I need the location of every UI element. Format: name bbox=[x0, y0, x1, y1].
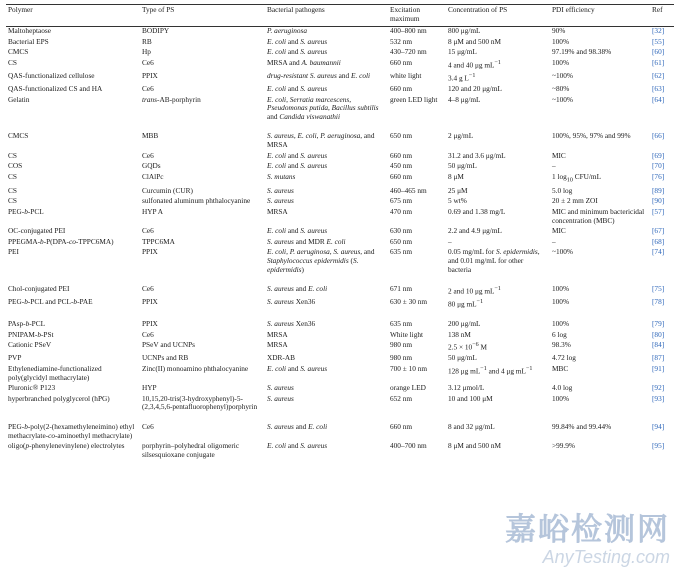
cell-pdi: 100% bbox=[552, 393, 570, 403]
cell-pathogens: drug-resistant S. aureus and E. coli bbox=[267, 70, 371, 80]
cell-ref[interactable]: [70] bbox=[652, 161, 665, 171]
cell-ps-type: 10,15,20-tris(3-hydroxyphenyl)-5-(2,3,4,5,6-pentafluorophenyl)porphyrin bbox=[142, 393, 258, 412]
cell-polymer: Bacterial EPS bbox=[8, 36, 49, 46]
cell-polymer: CMCS bbox=[8, 47, 29, 57]
cell-excitation: 660 nm bbox=[390, 421, 413, 431]
cell-excitation: 650 nm bbox=[390, 236, 413, 246]
table-row bbox=[6, 354, 674, 365]
cell-pdi: 100% bbox=[552, 284, 570, 294]
cell-pdi: 98.3% bbox=[552, 340, 571, 350]
cell-pathogens: MRSA bbox=[267, 340, 288, 350]
cell-concentration: 0.05 mg/mL for S. epidermidis, and 0.01 mg/mL for other bacteria bbox=[448, 247, 540, 274]
cell-polymer: PPEGMA-b-P(DPA-co-TPPC6MA) bbox=[8, 236, 114, 246]
cell-ref[interactable]: [55] bbox=[652, 36, 665, 46]
table-row bbox=[6, 285, 674, 298]
cell-ref[interactable]: [32] bbox=[652, 26, 665, 36]
cell-ref[interactable]: [93] bbox=[652, 393, 665, 403]
table-row bbox=[6, 72, 674, 85]
cell-pathogens: P. aeruginosa bbox=[267, 26, 308, 36]
cell-polymer: PAsp-b-PCL bbox=[8, 319, 46, 329]
cell-concentration: $2.5 \times 10^{-6}$ M bbox=[448, 342, 487, 352]
cell-ps-type: HYP A bbox=[142, 206, 164, 216]
header-concentration: Concentration of PS bbox=[446, 5, 550, 27]
cell-polymer: PEG-b-PCL bbox=[8, 206, 44, 216]
cell-concentration: 3.12 μmol/L bbox=[448, 383, 485, 393]
cell-pdi: 1 $\log_{10} CFU/mL$ bbox=[552, 171, 602, 184]
cell-pathogens: E. coli and S. aureus bbox=[267, 363, 328, 373]
cell-polymer: CS bbox=[8, 196, 17, 206]
cell-polymer: CS bbox=[8, 150, 17, 160]
header-row bbox=[6, 5, 674, 27]
cell-pdi: 99.84% and 99.44% bbox=[552, 421, 612, 431]
cell-ps-type: UCNPs and RB bbox=[142, 353, 189, 363]
cell-ref[interactable]: [68] bbox=[652, 236, 665, 246]
cell-concentration: 15 μg/mL bbox=[448, 47, 477, 57]
cell-ref[interactable]: [94] bbox=[652, 421, 665, 431]
cell-ref[interactable]: [67] bbox=[652, 226, 665, 236]
cell-ps-type: ClAlPc bbox=[142, 171, 164, 181]
cell-polymer: hyperbranched polyglycerol (hPG) bbox=[8, 393, 110, 403]
cell-ref[interactable]: [64] bbox=[652, 94, 665, 104]
cell-pdi: ~80% bbox=[552, 84, 570, 93]
cell-pdi: MIC bbox=[552, 226, 566, 236]
cell-pdi: >99.9% bbox=[552, 441, 575, 451]
header-pathogens: Bacterial pathogens bbox=[265, 5, 388, 27]
cell-pdi: 4.0 log bbox=[552, 383, 573, 393]
cell-excitation: 470 nm bbox=[390, 206, 413, 216]
cell-pathogens: S. aureus and E. coli bbox=[267, 421, 328, 431]
cell-pathogens: S. aureus Xen36 bbox=[267, 297, 316, 307]
cell-ref[interactable]: [76] bbox=[652, 171, 665, 181]
cell-excitation: 460–465 nm bbox=[390, 185, 427, 195]
table-row bbox=[6, 208, 674, 227]
table-body bbox=[6, 27, 674, 462]
spacer-row bbox=[6, 311, 674, 320]
cell-excitation: 660 nm bbox=[390, 84, 413, 93]
cell-excitation: 650 nm bbox=[390, 131, 413, 141]
header-polymer: Polymer bbox=[6, 5, 140, 27]
cell-concentration: 120 and 20 μg/mL bbox=[448, 84, 502, 93]
cell-concentration: 0.69 and 1.38 mg/L bbox=[448, 206, 506, 216]
cell-excitation: 430–720 nm bbox=[390, 47, 427, 57]
cell-ref[interactable]: [78] bbox=[652, 297, 665, 307]
cell-ps-type: sulfonated aluminum phthalocyanine bbox=[142, 196, 251, 206]
cell-pathogens: S. aureus, E. coli, P. aeruginosa, and MRSA bbox=[267, 131, 375, 149]
cell-pathogens: S. aureus bbox=[267, 185, 294, 195]
cell-excitation: orange LED bbox=[390, 383, 426, 393]
table-row bbox=[6, 442, 674, 461]
cell-concentration: 25 μM bbox=[448, 185, 468, 195]
cell-excitation: 630 ± 30 nm bbox=[390, 297, 428, 307]
cell-concentration: – bbox=[448, 236, 452, 246]
cell-ps-type: Ce6 bbox=[142, 421, 154, 431]
cell-ps-type: TPPC6MA bbox=[142, 236, 175, 246]
header-ref: Ref bbox=[650, 5, 674, 27]
cell-ref[interactable]: [57] bbox=[652, 206, 665, 216]
cell-ps-type: Zinc(II) monoamino phthalocyanine bbox=[142, 363, 249, 373]
cell-polymer: QAS-functionalized cellulose bbox=[8, 70, 95, 80]
table-row bbox=[6, 395, 674, 414]
cell-ref[interactable]: [91] bbox=[652, 363, 665, 373]
cell-ps-type: Ce6 bbox=[142, 284, 154, 294]
cell-pathogens: S. aureus and E. coli bbox=[267, 284, 328, 294]
cell-concentration: 138 nM bbox=[448, 329, 471, 339]
cell-ps-type: Curcumin (CUR) bbox=[142, 185, 193, 195]
cell-concentration: 50 μg/mL bbox=[448, 161, 477, 171]
cell-polymer: CS bbox=[8, 57, 17, 67]
cell-polymer: Pluronic® P123 bbox=[8, 383, 56, 393]
cell-pdi: 20 ± 2 mm ZOI bbox=[552, 196, 598, 206]
cell-ref[interactable]: [75] bbox=[652, 284, 665, 294]
cell-concentration: 8 μM bbox=[448, 171, 464, 181]
cell-ps-type: Hp bbox=[142, 47, 151, 57]
cell-excitation: 450 nm bbox=[390, 161, 413, 171]
table-row bbox=[6, 248, 674, 276]
cell-ref[interactable]: [90] bbox=[652, 196, 665, 206]
cell-ref[interactable]: [69] bbox=[652, 150, 665, 160]
cell-excitation: 532 nm bbox=[390, 36, 413, 46]
cell-pdi: 90% bbox=[552, 26, 566, 36]
cell-excitation: 400–700 nm bbox=[390, 441, 427, 451]
cell-excitation: green LED light bbox=[390, 94, 438, 104]
cell-excitation: 630 nm bbox=[390, 226, 413, 236]
cell-pdi: 4.72 log bbox=[552, 353, 576, 363]
cell-concentration: 4 and 40 μg $mL^{-1}$ bbox=[448, 59, 501, 70]
cell-ps-type: MBB bbox=[142, 131, 159, 141]
cell-ps-type: GQDs bbox=[142, 161, 161, 171]
cell-ps-type: PSeV and UCNPs bbox=[142, 340, 195, 350]
cell-pdi: 6 log bbox=[552, 329, 567, 339]
cell-polymer: CS bbox=[8, 171, 17, 181]
cell-pdi: MIC bbox=[552, 150, 566, 160]
cell-excitation: 980 nm bbox=[390, 353, 413, 363]
cell-polymer: COS bbox=[8, 161, 23, 171]
cell-pathogens: E. coli and S. aureus bbox=[267, 47, 328, 57]
cell-ref[interactable]: [61] bbox=[652, 57, 665, 67]
cell-pdi: – bbox=[552, 161, 556, 171]
cell-concentration: 200 μg/mL bbox=[448, 319, 481, 329]
table-row bbox=[6, 132, 674, 151]
cell-excitation: white light bbox=[390, 70, 422, 80]
cell-pdi: MIC and minimum bactericidal concentration (MBC) bbox=[552, 206, 645, 225]
cell-pathogens: E. coli and S. aureus bbox=[267, 84, 328, 93]
header-pdi: PDI efficiency bbox=[550, 5, 650, 27]
cell-polymer: CS bbox=[8, 185, 17, 195]
table-row bbox=[6, 365, 674, 384]
cell-ps-type: Ce6 bbox=[142, 226, 154, 236]
table-row bbox=[6, 331, 674, 342]
cell-excitation: 635 nm bbox=[390, 247, 413, 257]
cell-ps-type: PPIX bbox=[142, 297, 158, 307]
cell-ref[interactable]: [60] bbox=[652, 47, 665, 57]
cell-ps-type: Ce6 bbox=[142, 84, 154, 93]
cell-ps-type: HYP bbox=[142, 383, 157, 393]
cell-excitation: 675 nm bbox=[390, 196, 413, 206]
cell-ref[interactable]: [79] bbox=[652, 319, 665, 329]
cell-ps-type: PPIX bbox=[142, 247, 158, 257]
cell-pdi: ~100% bbox=[552, 247, 573, 257]
cell-excitation: 671 nm bbox=[390, 284, 413, 294]
cell-concentration: 8 and 32 μg/mL bbox=[448, 421, 495, 431]
cell-polymer: OC-conjugated PEI bbox=[8, 226, 66, 236]
header-excitation: Excitation maximum bbox=[388, 5, 446, 27]
cell-pathogens: E. coli, Serratia marcescens, Pseudomonas putida, Bacillus subtilis and Candida viswanathii bbox=[267, 94, 379, 121]
cell-polymer: Maltoheptaose bbox=[8, 26, 51, 36]
cell-polymer: QAS-functionalized CS and HA bbox=[8, 84, 103, 93]
cell-pdi: 100% bbox=[552, 36, 570, 46]
cell-pdi: ~100% bbox=[552, 94, 573, 104]
cell-excitation: 400–800 nm bbox=[390, 26, 427, 36]
cell-polymer: PEG-b-poly(2-(hexamethyleneimino) ethyl methacrylate-co-aminoethyl methacrylate) bbox=[8, 421, 135, 440]
cell-pdi: 100%, 95%, 97% and 99% bbox=[552, 131, 631, 141]
data-table bbox=[6, 4, 674, 461]
cell-excitation: 660 nm bbox=[390, 57, 413, 67]
cell-ps-type: PPIX bbox=[142, 319, 158, 329]
cell-pathogens: MRSA and A. baumannii bbox=[267, 57, 341, 67]
cell-pdi: MBC bbox=[552, 363, 569, 373]
cell-ref[interactable]: [62] bbox=[652, 70, 665, 80]
cell-pathogens: S. aureus Xen36 bbox=[267, 319, 316, 329]
cell-polymer: Gelatin bbox=[8, 94, 30, 104]
cell-ps-type: Ce6 bbox=[142, 57, 154, 67]
cell-pathogens: S. mutans bbox=[267, 171, 296, 181]
cell-polymer: PEI bbox=[8, 247, 19, 257]
cell-ref[interactable]: [92] bbox=[652, 383, 665, 393]
cell-pathogens: S. aureus and MDR E. coli bbox=[267, 236, 346, 246]
cell-polymer: oligo(p-phenylenevinylene) electrolytes bbox=[8, 441, 125, 451]
cell-polymer: Cationic PSeV bbox=[8, 340, 52, 350]
cell-pdi: 97.19% and 98.38% bbox=[552, 47, 612, 57]
table-row bbox=[6, 320, 674, 331]
cell-concentration: 8 μM and 500 nM bbox=[448, 36, 501, 46]
cell-ps-type: Ce6 bbox=[142, 150, 154, 160]
cell-concentration: 3.4 g $L^{-1}$ bbox=[448, 72, 476, 83]
table-row bbox=[6, 298, 674, 311]
cell-concentration: 800 μg/mL bbox=[448, 26, 481, 36]
table-row bbox=[6, 423, 674, 442]
cell-ref[interactable]: [89] bbox=[652, 185, 665, 195]
cell-ref[interactable]: [84] bbox=[652, 340, 665, 350]
cell-concentration: 128 μg $mL^{-1}$ and 4 μg $mL^{-1}$ bbox=[448, 365, 533, 376]
cell-pathogens: MRSA bbox=[267, 329, 288, 339]
cell-pdi: – bbox=[552, 236, 556, 246]
cell-polymer: Chol-conjugated PEI bbox=[8, 284, 70, 294]
cell-ref[interactable]: [63] bbox=[652, 84, 665, 93]
cell-ps-type: porphyrin–polyhedral oligomeric silsesquioxane conjugate bbox=[142, 441, 240, 459]
cell-polymer: CMCS bbox=[8, 131, 29, 141]
cell-pathogens: E. coli and S. aureus bbox=[267, 161, 328, 171]
cell-excitation: White light bbox=[390, 329, 424, 339]
cell-ref[interactable]: [95] bbox=[652, 441, 665, 451]
cell-polymer: Ethylenediamine-functionalized poly(glycidyl methacrylate) bbox=[8, 363, 102, 382]
cell-polymer: PEG-b-PCL and PCL-b-PAE bbox=[8, 297, 93, 307]
cell-excitation: 660 nm bbox=[390, 171, 413, 181]
table-row bbox=[6, 27, 674, 38]
cell-ps-type: RB bbox=[142, 36, 152, 46]
cell-pathogens: E. coli, P. aeruginosa, S. aureus, and Staphylococcus epidermidis (S. epidermidis) bbox=[267, 247, 375, 274]
cell-concentration: 2 and 10 μg $mL^{-1}$ bbox=[448, 286, 501, 296]
cell-pathogens: MRSA bbox=[267, 206, 288, 216]
watermark bbox=[505, 513, 670, 567]
cell-ps-type: Ce6 bbox=[142, 329, 154, 339]
table-row bbox=[6, 96, 674, 124]
cell-pathogens: E. coli and S. aureus bbox=[267, 441, 328, 451]
header-ps-type: Type of PS bbox=[140, 5, 265, 27]
cell-ps-type: PPIX bbox=[142, 70, 158, 80]
spacer-cell bbox=[6, 276, 674, 285]
cell-ps-type: BODIPY bbox=[142, 26, 170, 36]
cell-excitation: 660 nm bbox=[390, 150, 413, 160]
cell-concentration: 80 μg $mL^{-1}$ bbox=[448, 299, 484, 309]
cell-concentration: 2.2 and 4.9 μg/mL bbox=[448, 226, 502, 236]
cell-excitation: 980 nm bbox=[390, 340, 413, 350]
watermark-en: AnyTesting.com bbox=[542, 547, 670, 567]
cell-polymer: PNIPAM-b-PSt bbox=[8, 329, 54, 339]
cell-pdi: 100% bbox=[552, 297, 570, 307]
cell-pathogens: E. coli and S. aureus bbox=[267, 150, 328, 160]
cell-pdi: 5.0 log bbox=[552, 185, 573, 195]
cell-pathogens: S. aureus bbox=[267, 393, 294, 403]
cell-excitation: 652 nm bbox=[390, 393, 413, 403]
cell-excitation: 700 ± 10 nm bbox=[390, 363, 428, 373]
cell-pathogens: S. aureus bbox=[267, 383, 294, 393]
cell-concentration: 31.2 and 3.6 μg/mL bbox=[448, 150, 506, 160]
cell-concentration: 2 μg/mL bbox=[448, 131, 474, 141]
table-row bbox=[6, 173, 674, 187]
cell-pathogens: E. coli and S. aureus bbox=[267, 226, 328, 236]
cell-pdi: 100% bbox=[552, 319, 570, 329]
cell-concentration: 5 wt% bbox=[448, 196, 467, 206]
spacer-cell bbox=[6, 311, 674, 320]
cell-pdi: ~100% bbox=[552, 70, 573, 80]
cell-pdi: 100% bbox=[552, 57, 570, 67]
cell-concentration: 50 μg/mL bbox=[448, 353, 477, 363]
cell-ps-type: trans-AB-porphyrin bbox=[142, 94, 201, 104]
table-row bbox=[6, 152, 674, 163]
cell-ref[interactable]: [66] bbox=[652, 131, 665, 141]
watermark-cn: 嘉峪检测网 bbox=[505, 512, 670, 548]
cell-concentration: 10 and 100 μM bbox=[448, 393, 493, 403]
cell-ref[interactable]: [74] bbox=[652, 247, 665, 257]
cell-ref[interactable]: [80] bbox=[652, 329, 665, 339]
cell-polymer: PVP bbox=[8, 353, 22, 363]
cell-pathogens: S. aureus bbox=[267, 196, 294, 206]
spacer-row bbox=[6, 276, 674, 285]
cell-concentration: 4–8 μg/mL bbox=[448, 94, 481, 104]
cell-pathogens: E. coli and S. aureus bbox=[267, 36, 328, 46]
cell-pathogens: XDR-AB bbox=[267, 353, 295, 363]
cell-ref[interactable]: [87] bbox=[652, 353, 665, 363]
cell-concentration: 8 μM and 500 nM bbox=[448, 441, 501, 451]
cell-excitation: 635 nm bbox=[390, 319, 413, 329]
